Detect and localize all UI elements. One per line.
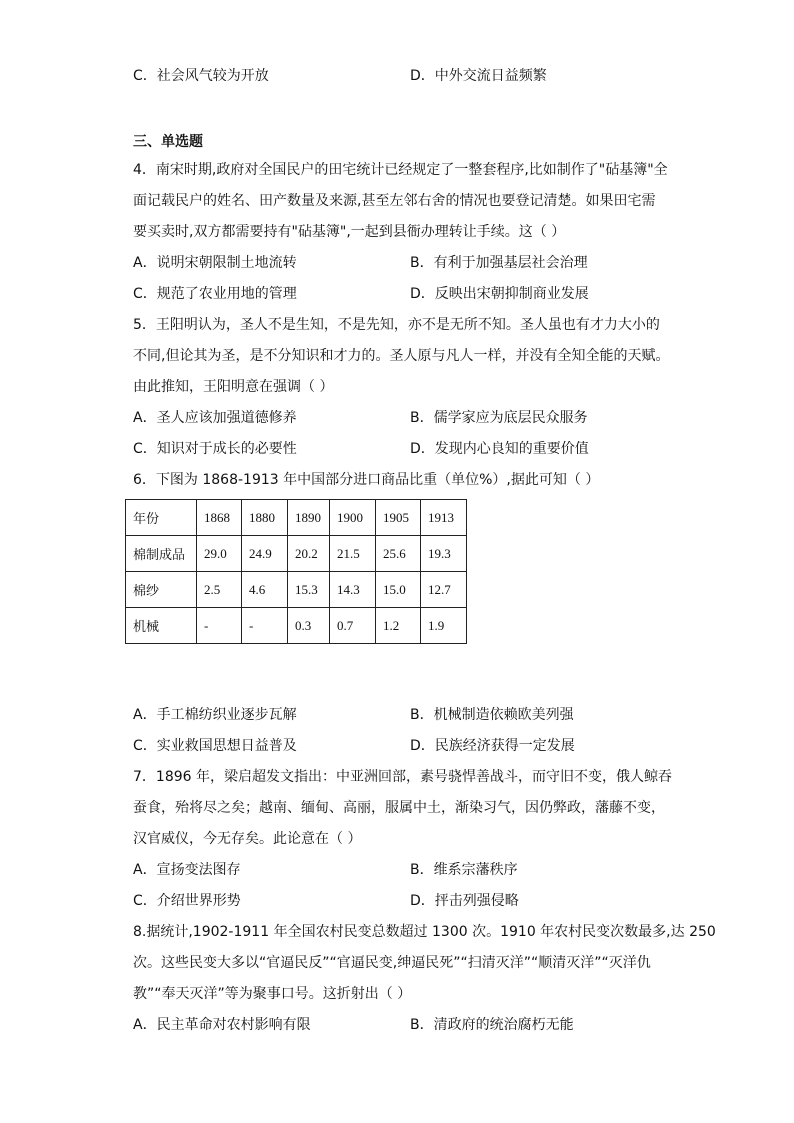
q7-option-d[interactable]: D．抨击列强侵略	[410, 893, 519, 909]
q4-stem-line-1: 4．南宋时期,政府对全国民户的田宅统计已经规定了一整套程序,比如制作了"砧基簿"全	[133, 162, 668, 178]
q7-option-row-ab	[133, 861, 693, 879]
table-cell: 19.3	[421, 536, 467, 572]
q3-option-c[interactable]: C．社会风气较为开放	[133, 68, 269, 84]
table-cell: 21.5	[330, 536, 376, 572]
table-cell: 14.3	[330, 572, 376, 608]
table-cell: 1.9	[421, 608, 467, 644]
q6-option-row-cd	[133, 737, 693, 755]
table-header-cell: 1913	[421, 500, 467, 536]
q5-stem-line-2: 不同,但论其为圣，是不分知识和才力的。圣人原与凡人一样，并没有全知全能的天赋。	[133, 348, 670, 364]
q7-stem-line-3: 汉官威仪，今无存矣。此论意在（ ）	[133, 831, 362, 847]
table-cell: 棉纱	[126, 572, 197, 608]
section-title: 三、单选题	[133, 134, 203, 150]
table-cell: 2.5	[197, 572, 242, 608]
q8-stem-line-2: 次。这些民变大多以“官逼民反”“官逼民变,绅逼民死”“扫清灭洋”“顺清灭洋”“灭洋仇	[133, 955, 651, 971]
import-ratio-table	[125, 499, 467, 644]
q6-option-c[interactable]: C．实业救国思想日益普及	[133, 738, 297, 754]
q5-option-a[interactable]: A．圣人应该加强道德修养	[133, 410, 297, 426]
q6-option-d[interactable]: D．民族经济获得一定发展	[410, 738, 575, 754]
q5-stem-line-1: 5．王阳明认为，圣人不是生知，不是先知，亦不是无所不知。圣人虽也有才力大小的	[133, 317, 660, 333]
table-row	[126, 572, 467, 608]
table-cell: 20.2	[288, 536, 330, 572]
table-cell: 机械	[126, 608, 197, 644]
table-cell: 0.3	[288, 608, 330, 644]
q3-option-row-cd	[133, 67, 693, 85]
q4-option-row-cd	[133, 285, 693, 303]
q7-stem-line-1: 7．1896 年，梁启超发文指出：中亚洲回部，素号骁悍善战斗，而守旧不变，俄人鲸吞	[133, 769, 672, 785]
table-header-cell: 1905	[376, 500, 421, 536]
q8-option-row-ab	[133, 1016, 693, 1034]
table-cell: 24.9	[242, 536, 288, 572]
q4-stem-line-2: 面记载民户的姓名、田产数量及来源,甚至左邻右舍的情况也要登记清楚。如果田宅需	[133, 193, 656, 209]
q5-option-row-cd	[133, 440, 693, 458]
table-header-cell: 1890	[288, 500, 330, 536]
q7-option-b[interactable]: B．维系宗藩秩序	[410, 862, 518, 878]
table-header-cell: 年份	[126, 500, 197, 536]
table-cell: 4.6	[242, 572, 288, 608]
q7-option-a[interactable]: A．宣扬变法图存	[133, 862, 241, 878]
table-cell: 15.3	[288, 572, 330, 608]
q6-option-b[interactable]: B．机械制造依赖欧美列强	[410, 707, 574, 723]
q4-option-a[interactable]: A．说明宋朝限制土地流转	[133, 255, 297, 271]
q8-option-a[interactable]: A．民主革命对农村影响有限	[133, 1017, 311, 1033]
q7-option-row-cd	[133, 892, 693, 910]
q6-option-row-ab	[133, 706, 693, 724]
table-cell: -	[242, 608, 288, 644]
table-header-cell: 1900	[330, 500, 376, 536]
q6-option-a[interactable]: A．手工棉纺织业逐步瓦解	[133, 707, 297, 723]
table-cell: 12.7	[421, 572, 467, 608]
table-row	[126, 608, 467, 644]
q4-option-b[interactable]: B．有利于加强基层社会治理	[410, 255, 588, 271]
table-header-cell: 1880	[242, 500, 288, 536]
q4-option-row-ab	[133, 254, 693, 272]
q5-option-c[interactable]: C．知识对于成长的必要性	[133, 441, 297, 457]
table-cell: 1.2	[376, 608, 421, 644]
q3-option-d[interactable]: D．中外交流日益频繁	[410, 68, 547, 84]
q5-stem-line-3: 由此推知，王阳明意在强调（ ）	[133, 379, 334, 395]
table-header-cell: 1868	[197, 500, 242, 536]
q8-option-b[interactable]: B．清政府的统治腐朽无能	[410, 1017, 574, 1033]
table-cell: 15.0	[376, 572, 421, 608]
q8-stem-line-1: 8.据统计,1902-1911 年全国农村民变总数超过 1300 次。1910 年农村民变次数最多,达 250	[133, 924, 716, 940]
q5-option-row-ab	[133, 409, 693, 427]
table-cell: 25.6	[376, 536, 421, 572]
table-cell: -	[197, 608, 242, 644]
table-cell: 棉制成品	[126, 536, 197, 572]
q6-stem-line-1: 6．下图为 1868-1913 年中国部分进口商品比重（单位%）,据此可知（ ）	[133, 472, 600, 488]
table-cell: 0.7	[330, 608, 376, 644]
q4-option-c[interactable]: C．规范了农业用地的管理	[133, 286, 297, 302]
q8-stem-line-3: 教”“奉天灭洋”等为聚事口号。这折射出（ ）	[133, 986, 412, 1002]
q7-stem-line-2: 蚕食，殆将尽之矣；越南、缅甸、高丽，服属中土，渐染习气，因仍弊政，藩藤不变，	[133, 800, 665, 816]
q5-option-b[interactable]: B．儒学家应为底层民众服务	[410, 410, 588, 426]
q4-stem-line-3: 要买卖时,双方都需要持有"砧基簿",一起到县衙办理转让手续。这（ ）	[133, 224, 566, 240]
q7-option-c[interactable]: C．介绍世界形势	[133, 893, 241, 909]
q4-option-d[interactable]: D．反映出宋朝抑制商业发展	[410, 286, 589, 302]
table-row	[126, 536, 467, 572]
table-cell: 29.0	[197, 536, 242, 572]
q5-option-d[interactable]: D．发现内心良知的重要价值	[410, 441, 589, 457]
table-header-row	[126, 500, 467, 536]
